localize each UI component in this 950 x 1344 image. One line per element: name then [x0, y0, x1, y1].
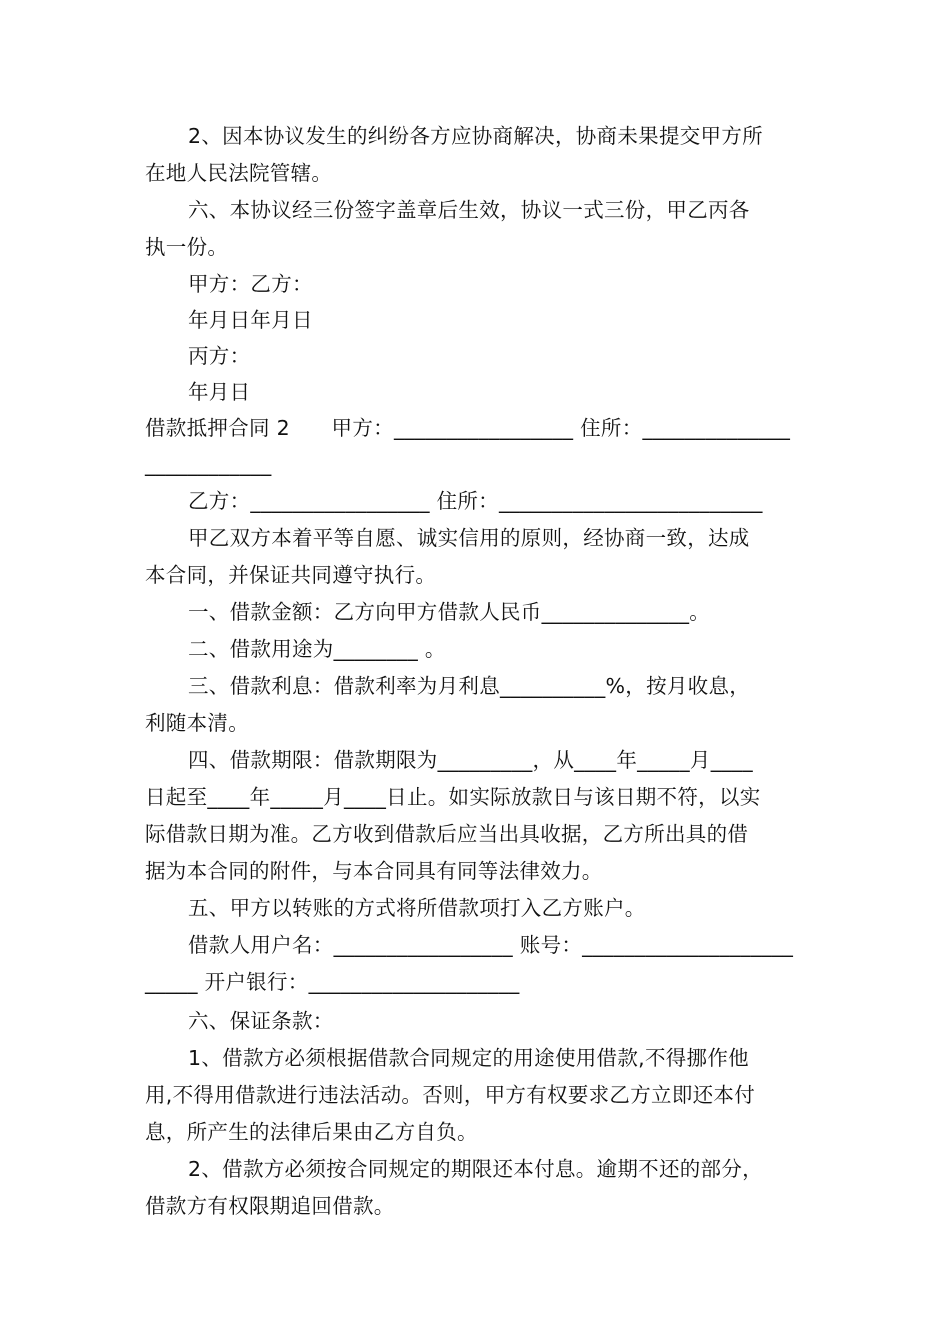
text-line: _____ 开户银行：____________________ [145, 970, 520, 994]
text-line: 利随本清。 [145, 711, 249, 735]
text-line: ____________ [145, 452, 272, 476]
text-line: 年月日年月日 [188, 308, 313, 332]
text-line: 2、借款方必须按合同规定的期限还本付息。逾期不还的部分， [188, 1157, 763, 1181]
text-line: 借款人用户名：_________________ 账号：____________________ [188, 933, 794, 957]
text-line: 借款方有权限期追回借款。 [145, 1194, 395, 1218]
text-line: 日起至____年_____月____日止。如实际放款日与该日期不符，以实 [145, 785, 761, 809]
text-line: 五、甲方以转账的方式将所借款项打入乙方账户。 [188, 896, 646, 920]
text-line: 二、借款用途为________ 。 [188, 637, 446, 661]
text-line: 四、借款期限：借款期限为_________，从____年_____月____ [188, 748, 753, 772]
text-line: 本合同，并保证共同遵守执行。 [145, 563, 437, 587]
text-line: 年月日 [188, 380, 251, 404]
text-line: 据为本合同的附件，与本合同具有同等法律效力。 [145, 859, 603, 883]
text-line: 用,不得用借款进行违法活动。否则，甲方有权要求乙方立即还本付 [145, 1083, 756, 1107]
text-line: 六、本协议经三份签字盖章后生效，协议一式三份，甲乙丙各 [188, 198, 750, 222]
text-line: 息，所产生的法律后果由乙方自负。 [145, 1120, 478, 1144]
text-line: 甲乙双方本着平等自愿、诚实信用的原则，经协商一致，达成 [188, 526, 750, 550]
text-line: 六、保证条款： [188, 1009, 334, 1033]
text-line: 乙方：_________________ 住所：_________________________ [188, 489, 763, 513]
text-line: 执一份。 [145, 235, 229, 259]
text-line: 2、因本协议发生的纠纷各方应协商解决，协商未果提交甲方所 [188, 124, 763, 148]
text-line: 一、借款金额：乙方向甲方借款人民币______________。 [188, 600, 711, 624]
text-line: 在地人民法院管辖。 [145, 161, 333, 185]
text-line: 借款抵押合同 2 甲方：_________________ 住所：______________ [145, 416, 791, 440]
text-line: 甲方：乙方： [188, 272, 313, 296]
text-line: 丙方： [188, 344, 251, 368]
text-line: 际借款日期为准。乙方收到借款后应当出具收据，乙方所出具的借 [145, 822, 749, 846]
text-line: 1、借款方必须根据借款合同规定的用途使用借款,不得挪作他 [188, 1046, 749, 1070]
text-line: 三、借款利息：借款利率为月利息__________%，按月收息， [188, 674, 751, 698]
